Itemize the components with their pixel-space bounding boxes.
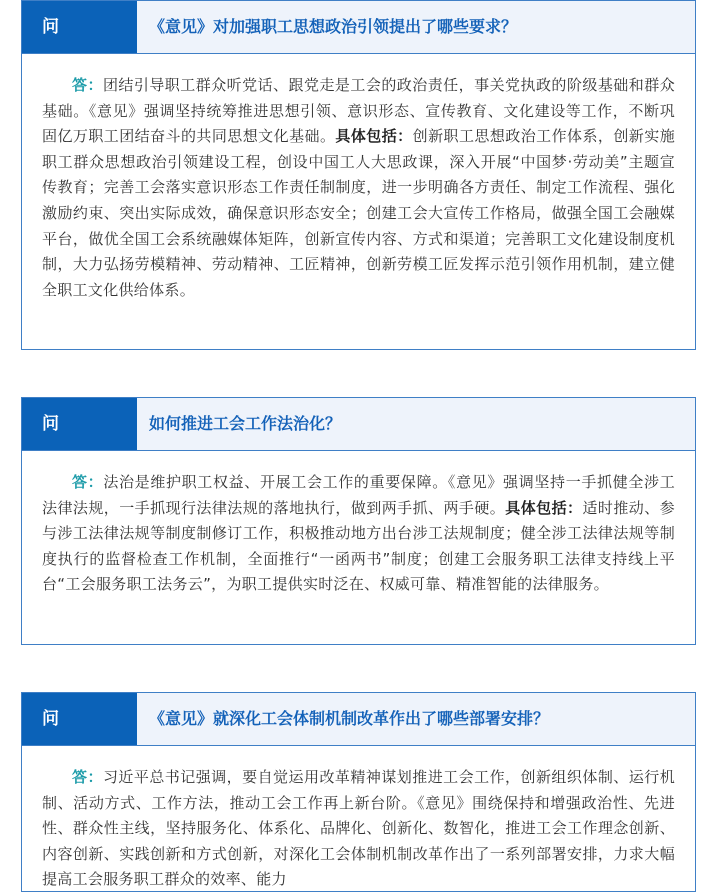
answer-label: 答： bbox=[72, 768, 103, 786]
answer-detail-text: 创新职工思想政治工作体系，创新实施职工群众思想政治引领建设工程，创设中国工人大思政课，深入开展“中国梦·劳动美”主题宣传教育；完善工会落实意识形态工作责任制制度，进一步明确各方责任、制定工作流程、强化激励约束、突出实际成效，确保意识形态安全；创建工会大宣传工作格局，做强全国工会融媒平台，做优全国工会系统融媒体矩阵，创新宣传内容、方式和渠道；完善职工文化建设制度机制，大力弘扬劳模精神、劳动精神、工匠精神，创新劳模工匠发挥示范引领作用机制，建立健全职工文化供给体系。 bbox=[42, 127, 675, 299]
detail-label: 具体包括： bbox=[505, 498, 583, 517]
answer-body bbox=[22, 746, 695, 893]
answer-text: 团结引导职工群众听党话、跟党走是工会的政治责任，事关党执政的阶级基础和群众基础。《意见》强调坚持统筹推进思想引领、意识形态、宣传教育、文化建设等工作，不断巩固亿万职工团结奋斗的共同思想文化基础。 bbox=[42, 76, 675, 146]
question-text: 《意见》就深化工会体制机制改革作出了哪些部署安排？ bbox=[137, 693, 695, 745]
answer-detail-text: 适时推动、参与涉工法律法规等制度制修订工作，积极推动地方出台涉工法规制度；健全涉工法律法规等制度执行的监督检查工作机制，全面推行“一函两书”制度；创建工会服务职工法律支持线上平台“工会服务职工法务云”，为职工提供实时泛在、权威可靠、精准智能的法律服务。 bbox=[42, 498, 675, 594]
detail-label: 具体包括： bbox=[335, 127, 413, 146]
question-row bbox=[22, 398, 695, 451]
answer-body bbox=[22, 451, 695, 598]
question-text: 《意见》对加强职工思想政治引领提出了哪些要求？ bbox=[137, 1, 695, 53]
question-text: 如何推进工会工作法治化？ bbox=[137, 398, 695, 450]
answer-label: 答： bbox=[72, 76, 103, 94]
question-tag: 问 bbox=[22, 693, 137, 745]
answer-label: 答： bbox=[72, 473, 104, 491]
question-row bbox=[22, 1, 695, 54]
qa-card-3 bbox=[21, 692, 696, 892]
qa-card-2 bbox=[21, 397, 696, 645]
qa-card-1 bbox=[21, 0, 696, 350]
answer-body bbox=[22, 54, 695, 303]
question-tag: 问 bbox=[22, 1, 137, 53]
question-tag: 问 bbox=[22, 398, 137, 450]
question-row bbox=[22, 693, 695, 746]
answer-text: 习近平总书记强调，要自觉运用改革精神谋划推进工会工作，创新组织体制、运行机制、活动方式、工作方法，推动工会工作再上新台阶。《意见》围绕保持和增强政治性、先进性、群众性主线，坚持服务化、体系化、品牌化、创新化、数智化，推进工会工作理念创新、内容创新、实践创新和方式创新，对深化工会体制机制改革作出了一系列部署安排，力求大幅提高工会服务职工群众的效率、能力 bbox=[42, 768, 675, 889]
answer-text: 法治是维护职工权益、开展工会工作的重要保障。《意见》强调坚持一手抓健全涉工法律法规，一手抓现行法律法规的落地执行，做到两手抓、两手硬。 bbox=[42, 473, 675, 517]
